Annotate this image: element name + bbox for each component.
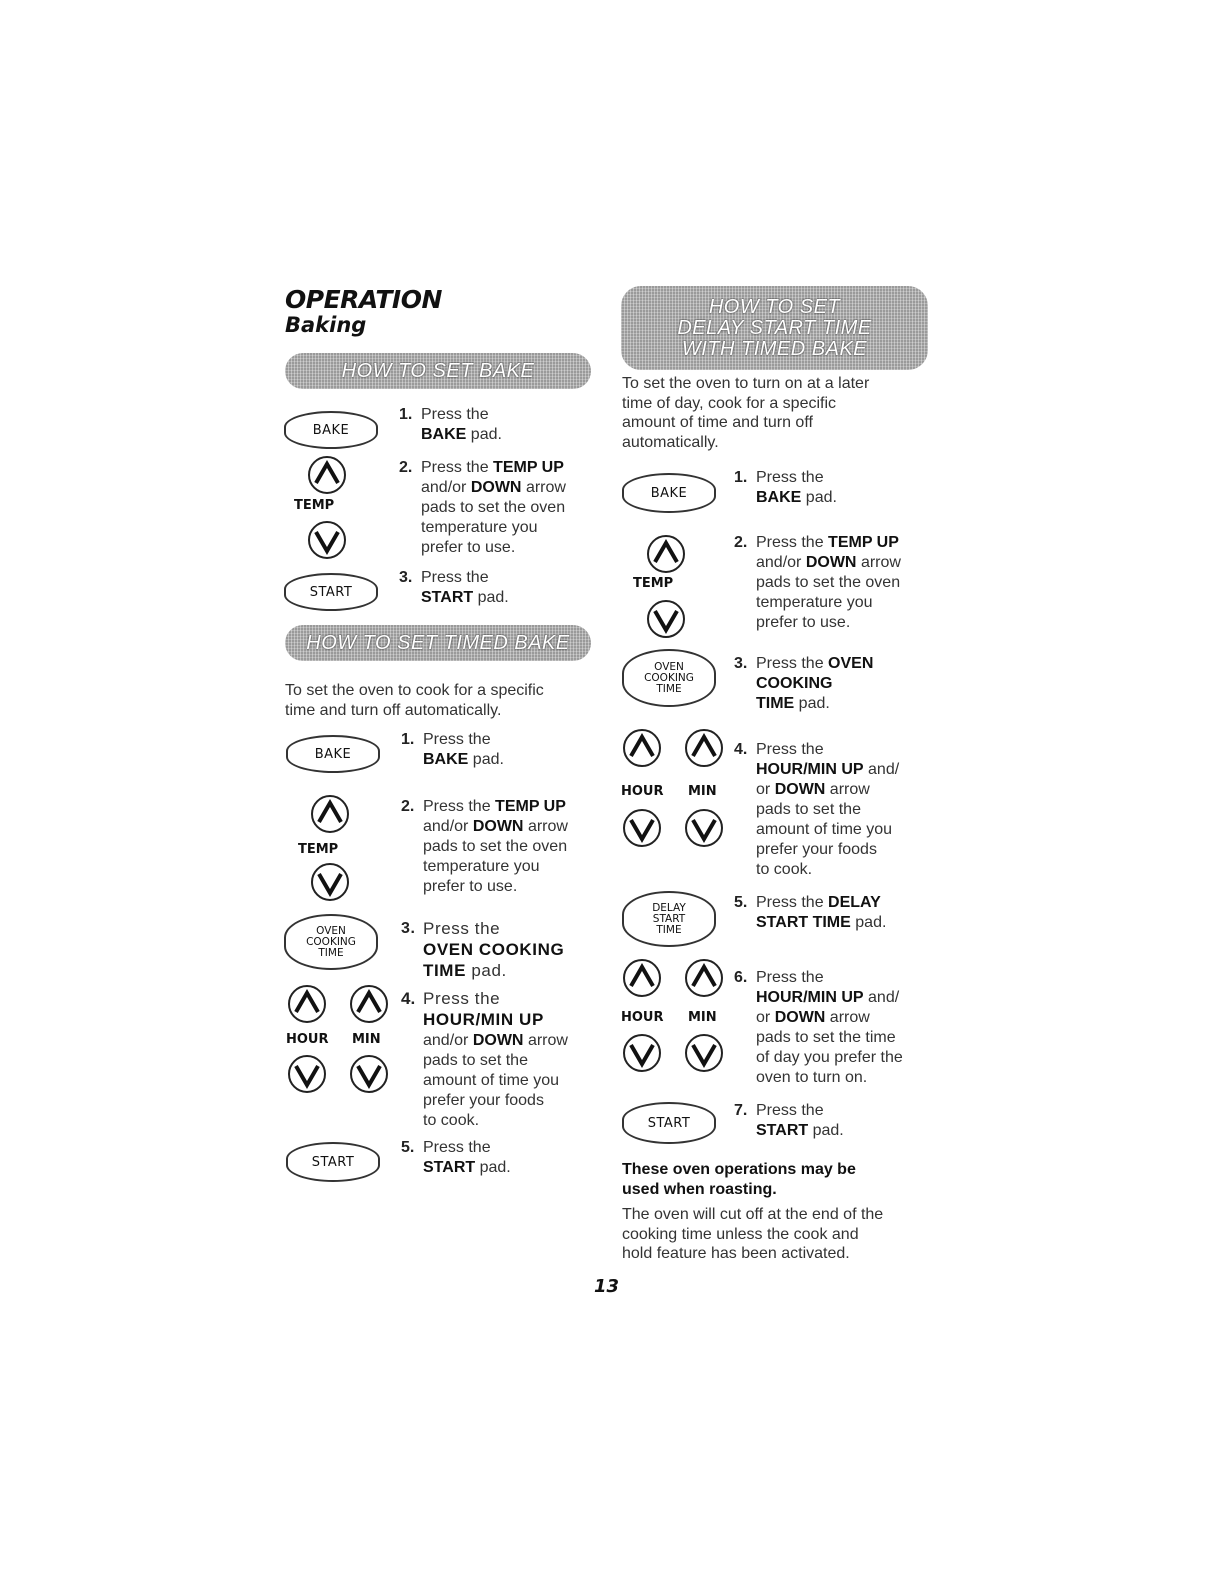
bake-step-2: 2. Press the TEMP UP and/or DOWN arrow pads to set the oven temperature you prefer to use. (399, 459, 566, 556)
temp-down-arrow-icon (307, 520, 347, 560)
temp-down-arrow-icon (646, 599, 686, 639)
subsection-title: Baking (285, 313, 367, 337)
hour-down-arrow-icon (622, 808, 662, 848)
min-label: MIN (688, 1010, 717, 1025)
delay-step-2: 2. Press the TEMP UP and/or DOWN arrow pads to set the oven temperature you prefer to use. (734, 534, 901, 631)
temp-up-arrow-icon (307, 455, 347, 495)
min-label: MIN (352, 1032, 381, 1047)
delay-step-4: 4. Press the HOUR/MIN UP and/ or DOWN arrow pads to set the amount of time you prefer your foods to cook. (734, 741, 900, 878)
min-up-arrow-icon (684, 958, 724, 998)
min-label: MIN (688, 784, 717, 799)
timed-bake-banner: HOW TO SET TIMED BAKE (285, 625, 591, 661)
temp-label: TEMP (298, 842, 339, 857)
min-up-arrow-icon (349, 984, 389, 1024)
timed-step-2: 2. Press the TEMP UP and/or DOWN arrow pads to set the oven temperature you prefer to use. (401, 798, 568, 895)
start-pad-icon: START (284, 573, 378, 611)
temp-up-arrow-icon (310, 794, 350, 834)
hour-label: HOUR (621, 1010, 664, 1025)
hour-up-arrow-icon (622, 958, 662, 998)
delay-step-3: 3. Press the OVEN COOKING TIME pad. (734, 655, 874, 712)
delay-intro: To set the oven to turn on at a later time of day, cook for a specific amount of time and turn off automatically. (622, 375, 870, 451)
bake-pad-icon: BAKE (286, 735, 380, 773)
timed-step-3: 3. Press the OVEN COOKING TIME pad. (401, 919, 565, 980)
roasting-note-text: The oven will cut off at the end of the cooking time unless the cook and hold feature has been activated. (622, 1206, 884, 1262)
oven-cooking-time-pad-icon: OVEN COOKING TIME (284, 914, 378, 970)
hour-up-arrow-icon (622, 728, 662, 768)
start-pad-icon: START (286, 1142, 380, 1182)
hour-label: HOUR (286, 1032, 329, 1047)
min-down-arrow-icon (684, 808, 724, 848)
min-down-arrow-icon (684, 1033, 724, 1073)
hour-down-arrow-icon (622, 1033, 662, 1073)
oven-cooking-time-pad-icon: OVEN COOKING TIME (622, 649, 716, 707)
temp-up-arrow-icon (646, 534, 686, 574)
timed-step-4: 4. Press the HOUR/MIN UP and/or DOWN arrow pads to set the amount of time you prefer your foods to cook. (401, 989, 568, 1129)
roasting-note-heading: These oven operations may be used when roasting. (622, 1161, 856, 1198)
temp-label: TEMP (294, 498, 335, 513)
page-number: 13 (594, 1276, 620, 1297)
bake-banner: HOW TO SET BAKE (285, 353, 591, 389)
bake-pad-icon: BAKE (284, 411, 378, 449)
delay-step-7: 7. Press the START pad. (734, 1102, 844, 1139)
bake-step-1: 1. Press the BAKE pad. (399, 406, 502, 443)
timed-step-5: 5. Press the START pad. (401, 1139, 511, 1176)
timed-bake-intro: To set the oven to cook for a specific time and turn off automatically. (285, 682, 544, 719)
delay-step-5: 5. Press the DELAY START TIME pad. (734, 894, 887, 931)
start-pad-icon: START (622, 1102, 716, 1144)
delay-start-banner: HOW TO SET DELAY START TIME WITH TIMED BAKE (621, 286, 928, 370)
hour-up-arrow-icon (287, 984, 327, 1024)
bake-pad-icon: BAKE (622, 473, 716, 513)
section-title: OPERATION (285, 285, 442, 314)
temp-down-arrow-icon (310, 862, 350, 902)
delay-start-time-pad-icon: DELAY START TIME (622, 891, 716, 947)
bake-step-3: 3. Press the START pad. (399, 569, 509, 606)
min-down-arrow-icon (349, 1054, 389, 1094)
delay-step-1: 1. Press the BAKE pad. (734, 469, 837, 506)
hour-label: HOUR (621, 784, 664, 799)
hour-down-arrow-icon (287, 1054, 327, 1094)
temp-label: TEMP (633, 576, 674, 591)
timed-step-1: 1. Press the BAKE pad. (401, 731, 504, 768)
delay-step-6: 6. Press the HOUR/MIN UP and/ or DOWN arrow pads to set the time of day you prefer the oven to turn on. (734, 969, 903, 1086)
min-up-arrow-icon (684, 728, 724, 768)
